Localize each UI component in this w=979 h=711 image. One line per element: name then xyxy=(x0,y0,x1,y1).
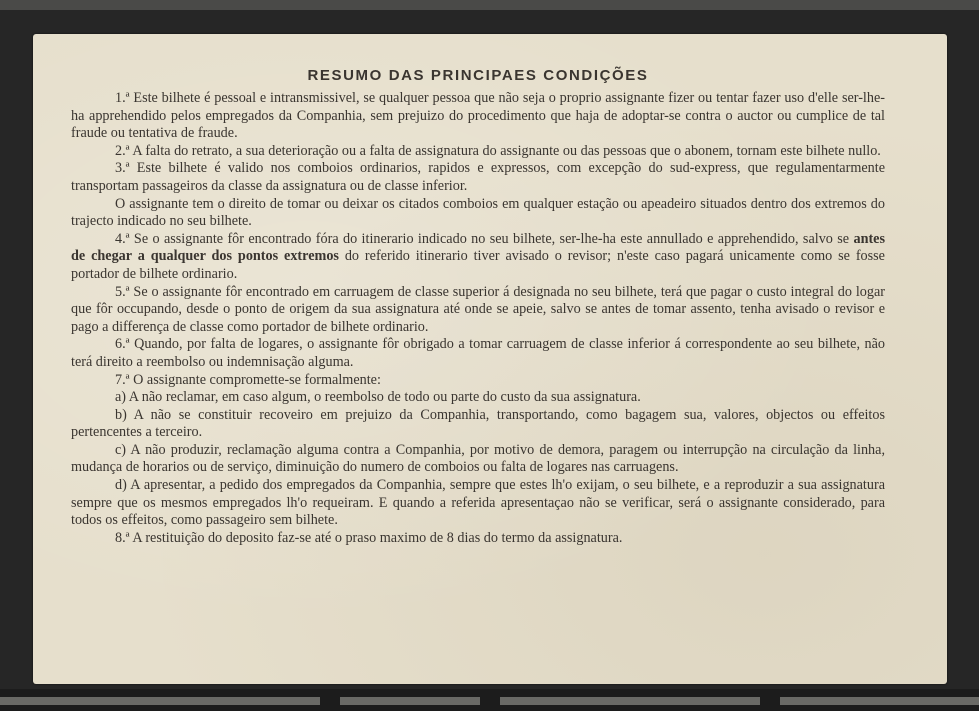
condition-1: 1.ª Este bilhete é pessoal e intransmissivel, se qualquer pessoa que não seja o proprio assignante fizer ou tentar fazer uso d'elle ser-lhe-ha apprehendido pelos empregados da Companhia, sem prejuizo do procedimento que haja de adoptar-se contra o auctor ou cumplice de tal fraude ou tentativa de fraude. xyxy=(71,90,885,142)
condition-4-text-a: 4.ª Se o assignante fôr encontrado fóra do itinerario indicado no seu bilhete, ser-lhe-ha este annullado e apprehendido, salvo se xyxy=(115,230,854,247)
condition-7d: d) A apresentar, a pedido dos empregados da Companhia, sempre que estes lh'o exijam, o seu bilhete, e a reproduzir a sua assignatura sempre que os mesmos empregados lh'o requeiram. E quando a referida apresentaçao não se verificar, será o assignante considerado, para todos os effeitos, como passageiro sem bilhete. xyxy=(71,477,885,529)
condition-2: 2.ª A falta do retrato, a sua deterioração ou a falta de assignatura do assignante ou das pessoas que o abonem, tornam este bilhete nullo. xyxy=(115,142,881,159)
condition-3: 3.ª Este bilhete é valido nos comboios ordinarios, rapidos e expressos, com excepção do sud-express, que regulamentarmente transportam passageiros da classe da assignatura ou de classe inferior. xyxy=(71,160,885,194)
scanner-top-strip xyxy=(0,0,979,10)
condition-7c: c) A não produzir, reclamação alguma contra a Companhia, por motivo de demora, paragem ou interrupção na circulação da linha, mudança de horarios ou de serviço, diminuição do numero de comboios ou falta de logares nas carruagens. xyxy=(71,441,885,476)
ticket-card-back xyxy=(33,34,947,684)
condition-7a: a) A não reclamar, em caso algum, o reembolso de todo ou parte do custo da sua assignatura. xyxy=(115,389,641,406)
condition-8: 8.ª A restituição do deposito faz-se até o praso maximo de 8 dias do termo da assignatura. xyxy=(115,529,623,546)
condition-7b: b) A não se constituir recoveiro em prejuizo da Companhia, transportando, como bagagem sua, valores, objectos ou effeitos pertencentes a terceiro. xyxy=(71,406,885,441)
scan-bottom-bar xyxy=(0,689,979,711)
condition-4 xyxy=(71,231,885,284)
condition-3-continuation: O assignante tem o direito de tomar ou deixar os citados comboios em qualquer estação ou apeadeiro situados dentro dos extremos do trajecto indicado no seu bilhete. xyxy=(71,195,885,230)
conditions-title: RESUMO DAS PRINCIPAES CONDIÇÕES xyxy=(307,67,649,84)
condition-4-emphasis: antes de chegar a qualquer dos pontos extremos xyxy=(71,230,885,265)
scale-ruler xyxy=(0,695,979,707)
condition-5: 5.ª Se o assignante fôr encontrado em carruagem de classe superior á designada no seu bilhete, terá que pagar o custo integral do logar que fôr occupando, desde o ponto de origem da sua assignatura até onde se apeie, salvo se antes de tomar assento, tenha avisado o revisor e pago a differença de classe como portador de bilhete ordinario. xyxy=(71,283,885,335)
condition-6: 6.ª Quando, por falta de logares, o assignante fôr obrigado a tomar carruagem de classe inferior á correspondente ao seu bilhete, não terá direito a reembolso ou indemnisação alguma. xyxy=(71,336,885,370)
condition-4-text-b: do referido itinerario tiver avisado o revisor; n'este caso pagará unicamente como se fosse portador de bilhete ordinario. xyxy=(71,248,885,282)
condition-7: 7.ª O assignante compromette-se formalmente: xyxy=(115,371,381,388)
